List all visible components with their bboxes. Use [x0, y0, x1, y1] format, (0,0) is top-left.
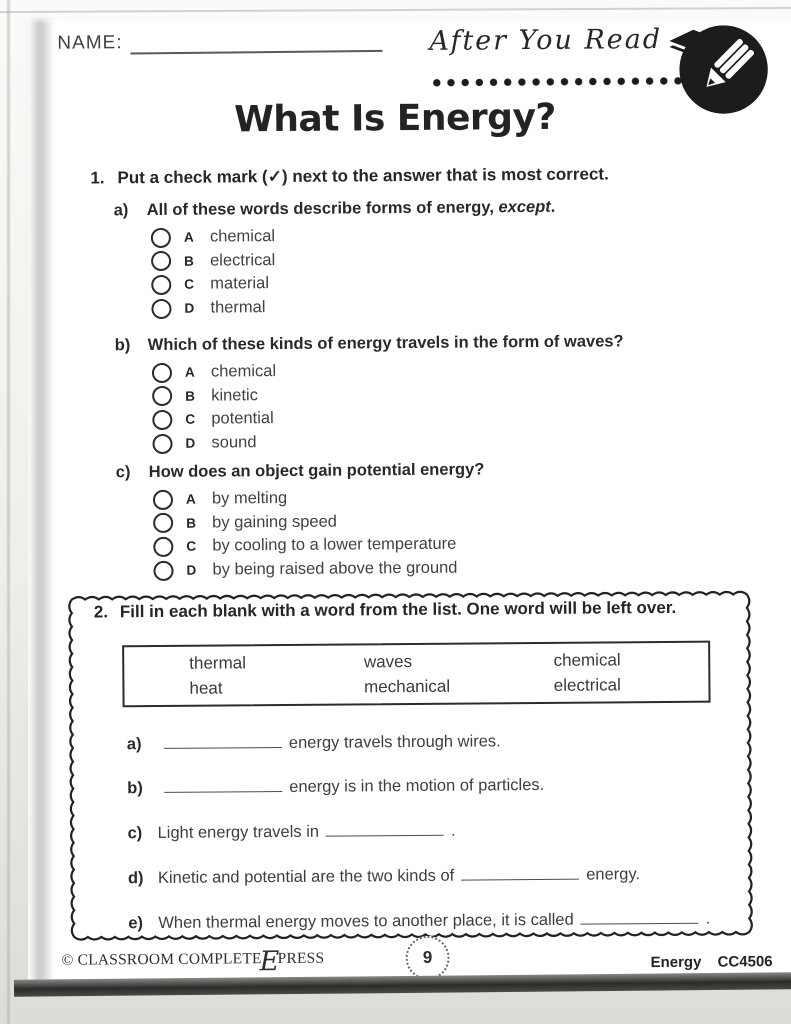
fill-blank[interactable]	[326, 820, 444, 837]
copyright-text: © CLASSROOM COMPLETE	[61, 950, 262, 969]
fill-blank[interactable]	[164, 732, 282, 749]
question-c-options	[116, 485, 485, 582]
fill-blank[interactable]	[461, 864, 579, 881]
question-a-options	[114, 223, 556, 321]
option-text: chemical	[210, 362, 277, 381]
option-text: by being raised above the ground	[212, 558, 458, 579]
fill-item-after: .	[450, 821, 456, 840]
option-row	[116, 533, 485, 559]
option-row	[116, 485, 485, 511]
word-bank-word: electrical	[553, 674, 621, 695]
option-letter: C	[186, 539, 197, 555]
fill-item-label: b)	[127, 779, 143, 798]
question-c-head	[116, 460, 485, 483]
option-letter: A	[184, 364, 195, 381]
option-circle[interactable]	[151, 251, 171, 271]
page-number-badge	[405, 936, 449, 980]
section2-instruction-text: Fill in each blank with a word from the list. One word will be left over.	[119, 597, 677, 622]
question-b	[115, 332, 625, 455]
option-letter: B	[184, 253, 194, 269]
option-circle[interactable]	[152, 363, 172, 383]
fill-item-after: energy is in the motion of particles.	[289, 775, 545, 796]
option-row	[114, 246, 556, 273]
copyright-press: PRESS	[277, 949, 325, 968]
after-you-read-ribbon	[429, 24, 712, 62]
option-row	[114, 294, 556, 321]
question-b-text: Which of these kinds of energy travels in the form of waves?	[147, 332, 624, 355]
option-circle[interactable]	[152, 433, 172, 453]
section1-number: 1.	[90, 168, 105, 188]
option-circle[interactable]	[151, 275, 171, 295]
option-letter: A	[183, 229, 194, 246]
option-row	[116, 509, 485, 535]
footer-code-number: CC4506	[717, 953, 773, 971]
option-letter: C	[184, 277, 195, 293]
option-row	[114, 223, 556, 250]
name-field-group	[57, 30, 382, 55]
option-text: potential	[211, 409, 274, 429]
option-row	[114, 270, 556, 297]
question-c	[116, 460, 485, 582]
fill-item-before: Light energy travels in	[157, 822, 320, 842]
option-row	[116, 556, 485, 582]
fill-item-after: energy travels through wires.	[288, 732, 501, 752]
option-circle[interactable]	[153, 490, 173, 510]
name-input-line[interactable]	[130, 30, 382, 55]
question-a	[114, 198, 557, 321]
section2-box	[64, 585, 758, 950]
option-circle[interactable]	[152, 410, 172, 430]
option-text: sound	[211, 433, 257, 452]
question-b-head	[115, 332, 624, 356]
option-text: electrical	[210, 250, 276, 270]
option-letter: B	[186, 515, 196, 531]
option-text: by gaining speed	[212, 512, 337, 532]
word-bank-word: thermal	[189, 652, 247, 673]
section2-number: 2.	[93, 602, 109, 622]
question-a-tail: .	[550, 197, 556, 216]
question-a-head	[114, 198, 556, 221]
question-c-label: c)	[115, 463, 131, 482]
option-circle[interactable]	[152, 386, 172, 406]
fill-item-before: Kinetic and potential are the two kinds of	[157, 866, 455, 887]
option-text: by melting	[211, 489, 288, 508]
word-bank-word: waves	[363, 651, 413, 671]
fill-item-label: a)	[126, 735, 142, 754]
option-row	[115, 428, 624, 456]
fill-blank[interactable]	[164, 776, 282, 793]
question-b-options	[115, 357, 625, 455]
option-circle[interactable]	[153, 513, 173, 533]
section1-instruction-text: Put a check mark (✓) next to the answer that is most correct.	[117, 164, 609, 188]
word-bank	[122, 641, 710, 708]
scan-edge-left	[7, 0, 10, 1024]
option-letter: D	[184, 300, 195, 316]
footer-code	[650, 953, 772, 971]
question-b-label: b)	[114, 336, 131, 355]
fill-item-before: When thermal energy moves to another place, it is called	[158, 910, 574, 932]
scan-edge-top	[0, 7, 791, 13]
option-text: chemical	[209, 227, 276, 246]
question-a-label: a)	[113, 201, 129, 220]
option-text: material	[210, 274, 270, 294]
word-bank-word: mechanical	[364, 676, 451, 696]
option-letter: A	[185, 491, 196, 508]
option-circle[interactable]	[151, 228, 171, 248]
fill-item-after: .	[705, 909, 711, 928]
copyright	[61, 946, 325, 978]
page-title: What Is Energy?	[233, 96, 557, 141]
option-text: thermal	[210, 298, 266, 317]
ribbon-label: After You Read	[429, 24, 663, 57]
question-a-italic: except	[498, 197, 551, 217]
worksheet-page	[28, 20, 791, 986]
option-letter: C	[185, 412, 196, 428]
footer-subject: Energy	[650, 953, 702, 972]
option-letter: B	[185, 388, 195, 404]
publisher-logo-letter: E	[259, 946, 280, 978]
fill-item-label: c)	[127, 824, 143, 843]
option-circle[interactable]	[153, 560, 173, 580]
question-a-text: All of these words describe forms of energy,	[146, 198, 499, 220]
fill-blank[interactable]	[581, 908, 699, 925]
name-label: NAME:	[57, 32, 123, 54]
fill-item-label: d)	[127, 869, 144, 888]
word-bank-word: heat	[189, 677, 223, 698]
section1-instruction	[90, 164, 608, 188]
option-letter: D	[185, 435, 196, 451]
fill-item-label: e)	[128, 914, 144, 933]
dotted-divider	[430, 75, 682, 89]
page-content	[24, 17, 791, 989]
option-circle[interactable]	[151, 298, 171, 318]
option-text: kinetic	[211, 386, 258, 405]
question-c-text: How does an object gain potential energy?	[148, 460, 485, 482]
option-circle[interactable]	[153, 537, 173, 557]
option-letter: D	[186, 562, 197, 578]
page-number: 9	[422, 947, 433, 967]
word-bank-word: chemical	[553, 649, 621, 670]
option-text: by cooling to a lower temperature	[212, 535, 457, 556]
fill-item-after: energy.	[586, 865, 641, 884]
